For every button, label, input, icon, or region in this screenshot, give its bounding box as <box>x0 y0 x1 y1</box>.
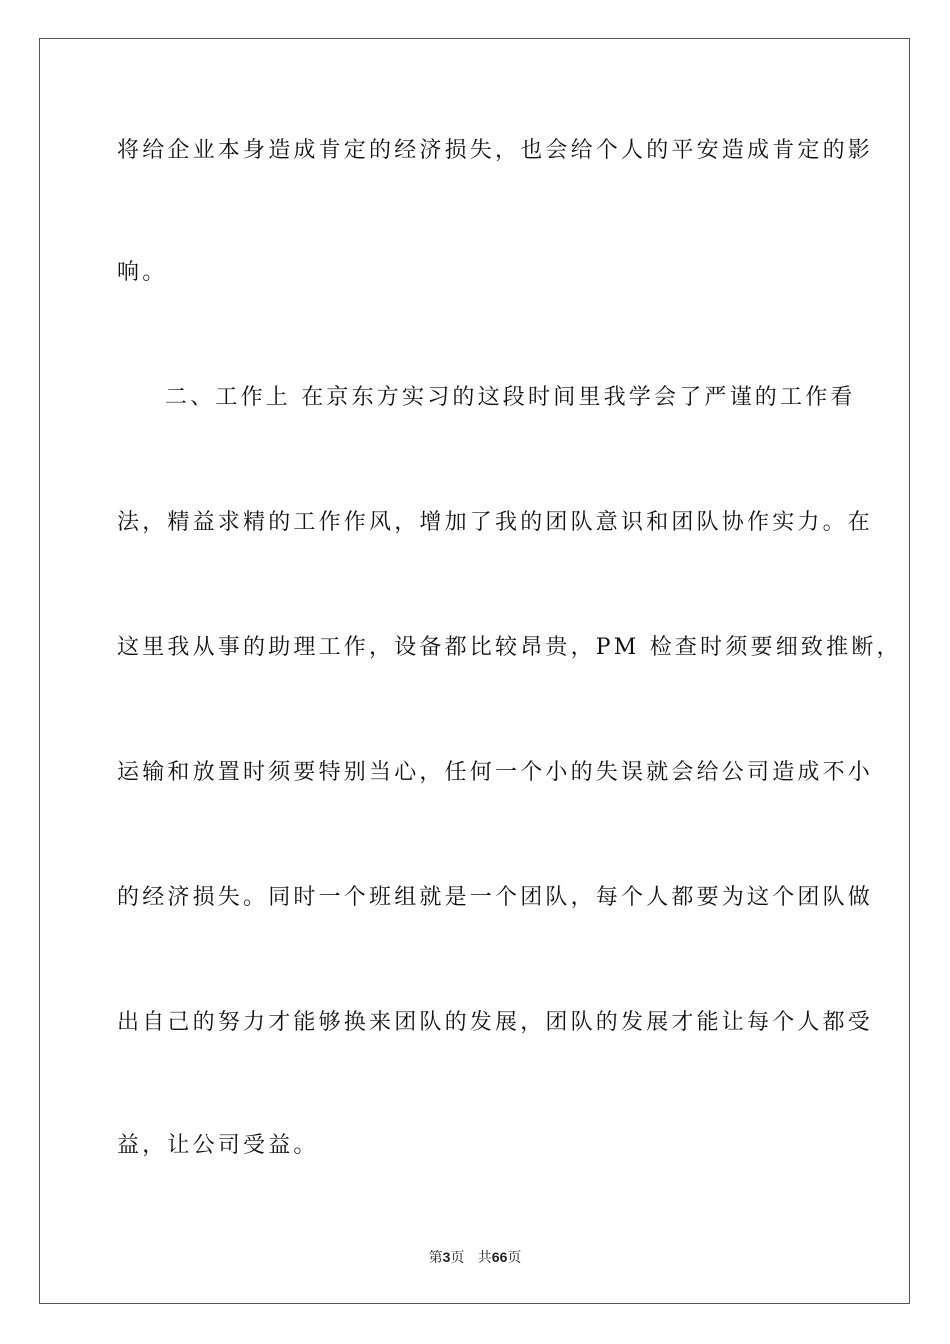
page-number: 3 <box>442 1249 451 1265</box>
total-pages: 66 <box>491 1249 508 1265</box>
paragraph-2-line-4: 运输和放置时须要特别当心，任何一个小的失误就会给公司造成不小 <box>117 760 874 785</box>
paragraph-2-line-6: 出自己的努力才能够换来团队的发展，团队的发展才能让每个人都受 <box>117 1010 874 1035</box>
paragraph-2-line-5: 的经济损失。同时一个班组就是一个团队，每个人都要为这个团队做 <box>117 885 874 910</box>
page-border <box>39 38 910 1304</box>
page-suffix: 页 <box>450 1250 465 1266</box>
paragraph-2-line-2: 法，精益求精的工作作风，增加了我的团队意识和团队协作实力。在 <box>117 510 874 535</box>
paragraph-2-line-3: 这里我从事的助理工作，设备都比较昂贵，PM 检查时须要细致推断， <box>117 635 902 660</box>
total-prefix: 共 <box>477 1250 492 1266</box>
page-footer <box>0 1247 950 1268</box>
page-prefix: 第 <box>428 1250 443 1266</box>
body-line-1: 将给企业本身造成肯定的经济损失，也会给个人的平安造成肯定的影 <box>117 138 874 163</box>
paragraph-2-line-1: 二、工作上 在京东方实习的这段时间里我学会了严谨的工作看 <box>165 385 856 410</box>
total-suffix: 页 <box>507 1250 522 1266</box>
paragraph-2-line-7: 益，让公司受益。 <box>117 1133 319 1158</box>
body-line-2: 响。 <box>117 260 168 285</box>
